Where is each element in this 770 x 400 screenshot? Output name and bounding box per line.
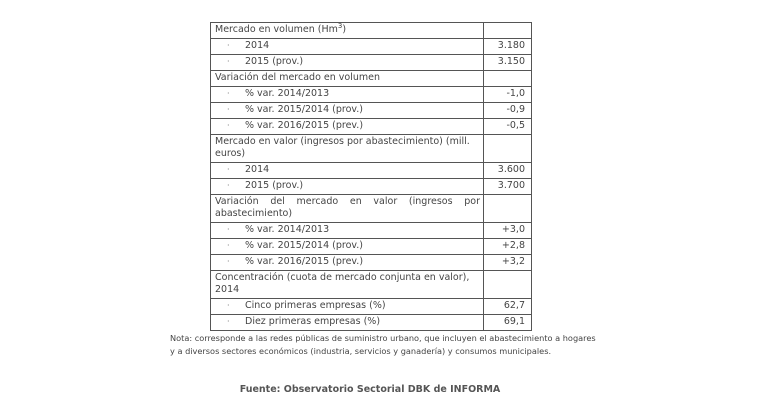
row-label: · 2015 (prov.): [211, 179, 484, 195]
section-title-concentration: Concentración (cuota de mercado conjunta en valor), 2014: [211, 271, 484, 299]
table-row: [211, 135, 532, 163]
value-cell: -1,0: [484, 87, 532, 103]
bullet-icon: ·: [227, 301, 230, 310]
row-label: · % var. 2014/2013: [211, 87, 484, 103]
table-row: [211, 299, 532, 315]
table-row: [211, 195, 532, 223]
table-row: [211, 239, 532, 255]
bullet-icon: ·: [227, 165, 230, 174]
value-cell: -0,5: [484, 119, 532, 135]
bullet-icon: ·: [227, 181, 230, 190]
bullet-icon: ·: [227, 257, 230, 266]
table-row: [211, 55, 532, 71]
value-cell: 3.600: [484, 163, 532, 179]
value-cell: 62,7: [484, 299, 532, 315]
market-data-table: [210, 22, 532, 331]
row-label: · % var. 2015/2014 (prov.): [211, 239, 484, 255]
value-cell: 3.150: [484, 55, 532, 71]
table-row: [211, 163, 532, 179]
value-cell: [484, 23, 532, 39]
row-label: · Diez primeras empresas (%): [211, 315, 484, 331]
table-row: [211, 179, 532, 195]
bullet-icon: ·: [227, 89, 230, 98]
bullet-icon: ·: [227, 225, 230, 234]
value-cell: 3.180: [484, 39, 532, 55]
value-cell: [484, 135, 532, 163]
table-row: [211, 223, 532, 239]
row-label: · Cinco primeras empresas (%): [211, 299, 484, 315]
table-row: [211, 23, 532, 39]
section-title-volume-variation: Variación del mercado en volumen: [211, 71, 484, 87]
table-row: [211, 39, 532, 55]
table-row: [211, 87, 532, 103]
row-label: · 2015 (prov.): [211, 55, 484, 71]
bullet-icon: ·: [227, 317, 230, 326]
row-label: · % var. 2014/2013: [211, 223, 484, 239]
table-row: [211, 255, 532, 271]
row-label: · % var. 2015/2014 (prov.): [211, 103, 484, 119]
footnote: Nota: corresponde a las redes públicas de suministro urbano, que incluyen el abastecimiento a hogares y a diversos sectores económicos (industria, servicios y ganadería) y consumos municipales.: [170, 333, 596, 356]
table-row: [211, 71, 532, 87]
row-label: · 2014: [211, 163, 484, 179]
row-label: · % var. 2016/2015 (prev.): [211, 255, 484, 271]
bullet-icon: ·: [227, 121, 230, 130]
table-row: [211, 271, 532, 299]
value-cell: [484, 271, 532, 299]
section-title-market-volume: Mercado en volumen (Hm$^3$): [211, 23, 484, 39]
table-row: [211, 103, 532, 119]
bullet-icon: ·: [227, 57, 230, 66]
value-cell: +3,2: [484, 255, 532, 271]
value-cell: 3.700: [484, 179, 532, 195]
row-label: · 2014: [211, 39, 484, 55]
table-row: [211, 315, 532, 331]
section-title-market-value: Mercado en valor (ingresos por abastecimiento) (mill. euros): [211, 135, 484, 163]
bullet-icon: ·: [227, 41, 230, 50]
source-caption: Fuente: Observatorio Sectorial DBK de INFORMA: [239, 384, 501, 395]
section-title-value-variation: Variación del mercado en valor (ingresos por abastecimiento): [211, 195, 484, 223]
value-cell: +2,8: [484, 239, 532, 255]
bullet-icon: ·: [227, 105, 230, 114]
value-cell: [484, 71, 532, 87]
value-cell: +3,0: [484, 223, 532, 239]
value-cell: [484, 195, 532, 223]
row-label: · % var. 2016/2015 (prev.): [211, 119, 484, 135]
bullet-icon: ·: [227, 241, 230, 250]
value-cell: 69,1: [484, 315, 532, 331]
value-cell: -0,9: [484, 103, 532, 119]
table-row: [211, 119, 532, 135]
